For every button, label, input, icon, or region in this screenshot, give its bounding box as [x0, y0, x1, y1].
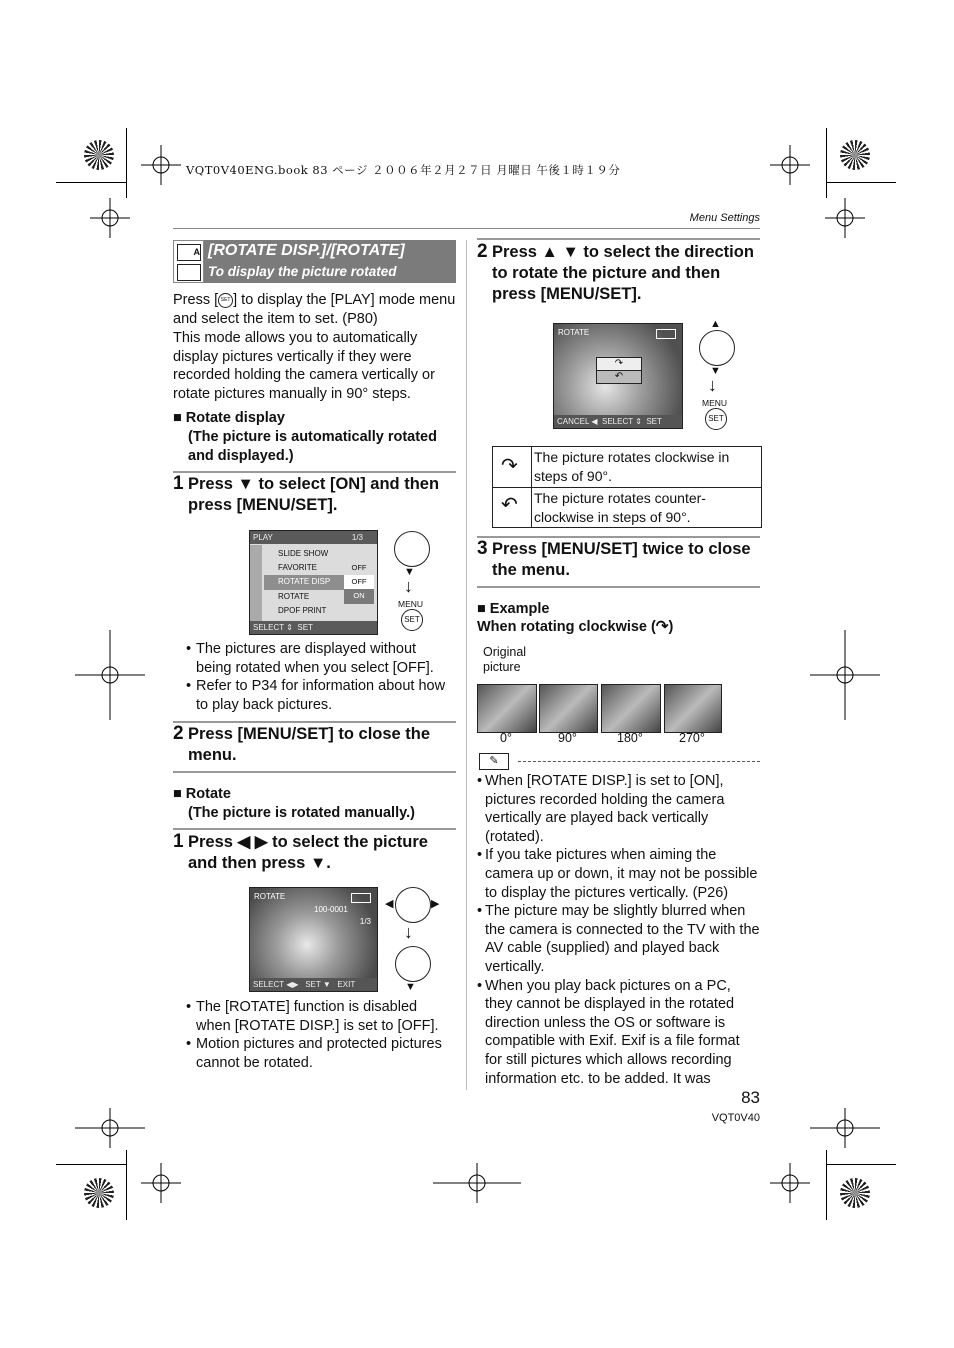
step-number: 3 — [477, 538, 488, 559]
menu-label: MENU — [398, 599, 424, 609]
arrow-left-icon: ◀ — [385, 898, 394, 910]
example-picture-270 — [664, 684, 722, 733]
arrow-right-icon: ▶ — [431, 898, 440, 910]
menu-item[interactable]: FAVORITE — [278, 563, 317, 573]
rotate-subheading: (The picture is rotated manually.) — [188, 805, 415, 821]
step-number: 1 — [173, 473, 184, 494]
arrow-down-icon: ▼ — [405, 981, 416, 993]
page-number: 83 — [741, 1088, 760, 1107]
battery-icon — [656, 329, 676, 339]
step-number: 2 — [477, 241, 488, 262]
bullet-item: The [ROTATE] function is disabled when [ROTATE DISP.] is set to [OFF]. — [196, 999, 439, 1034]
bullet-list: • The [ROTATE] function is disabled when [ROTATE DISP.] is set to [OFF]. • Motion pictures and protected pictures cannot be rotated. — [186, 998, 454, 1072]
example-sub-post: ) — [668, 619, 674, 635]
menu-item[interactable]: ROTATE — [278, 591, 310, 601]
example-picture-180 — [601, 684, 661, 733]
picture-count: 1/3 — [359, 917, 371, 926]
option-value-selected: ON — [344, 589, 374, 603]
intro-pre: Press [ — [173, 292, 219, 308]
notes-list: • When [ROTATE DISP.] is set to [ON], pictures recorded holding the camera vertically are played back vertically (rotated). • If you take pictures when aiming the camera up or down, it may not be possible to display the pictures vertically. (P26) • The picture may be slightly blurred when the camera is connected to the TV with the AV cable (supplied) and played back vertically. • When you play back pictures on a PC, they cannot be displayed in the rotated direction unless the OS or software is compatible with Exif. Exif is a file format for still pictures which allows recording information etc. to be added. It was — [477, 773, 760, 1087]
step-instruction: Press [MENU/SET] to close the menu. — [188, 725, 431, 764]
table-cell: The picture rotates clockwise in steps of 90°. — [534, 449, 730, 484]
rotate-display-heading: ■ Rotate display — [173, 410, 285, 426]
arrow-flow-icon: ↓ — [708, 375, 717, 395]
note-icon: ✎ — [479, 753, 509, 770]
page-subtitle: To display the picture rotated — [208, 264, 397, 279]
rotate-direction-screen: ROTATE ↷ ↶ CANCEL ◀ SELECT ⇕ SET — [553, 323, 683, 429]
dpad-icon — [394, 531, 430, 567]
angle-label: 0° — [500, 731, 512, 745]
menu-item-selected[interactable]: ROTATE DISP — [264, 575, 356, 589]
step-instruction: Press [MENU/SET] twice to close the menu. — [492, 540, 751, 579]
counter-clockwise-arrow-icon: ↶ — [501, 494, 518, 516]
rotate-display-subheading: (The picture is automatically rotated and displayed.) — [188, 429, 437, 464]
arrow-flow-icon: ↓ — [404, 922, 413, 942]
screen-title: ROTATE — [254, 892, 286, 901]
screen-page: 1/3 — [351, 533, 363, 542]
clockwise-arrow-icon: ↷ — [501, 455, 518, 477]
menu-set-button-icon: SET — [218, 293, 233, 308]
note-item: When [ROTATE DISP.] is set to [ON], pictures recorded holding the camera vertically are played back vertically (rotated). — [485, 773, 725, 845]
angle-label: 270° — [679, 731, 705, 745]
table-cell: The picture rotates counter-clockwise in steps of 90°. — [534, 490, 706, 525]
menu-label: MENU — [702, 398, 728, 408]
screen-title: PLAY — [253, 533, 273, 542]
example-sub-pre: When rotating clockwise ( — [477, 619, 656, 635]
footer-cancel: CANCEL — [557, 417, 590, 426]
footer-set: SET — [297, 623, 313, 632]
intro-description: This mode allows you to automatically display pictures vertically if they were recorded holding the camera vertically or rotate pictures manually in 90° steps. — [173, 330, 435, 402]
step-instruction: Press ▼ to select [ON] and then press [MENU/SET]. — [188, 475, 440, 514]
example-picture-90 — [539, 684, 598, 733]
rotate-clockwise-option[interactable]: ↷ — [596, 357, 642, 371]
clockwise-arrow-icon: ↷ — [655, 618, 669, 635]
footer-exit: EXIT — [337, 980, 356, 989]
title-box — [173, 240, 456, 283]
intro-post: ] to display the [PLAY] mode menu and select the item to set. (P80) — [173, 292, 456, 327]
example-heading: ■ Example — [477, 601, 550, 617]
bullet-item: Refer to P34 for information about how to play back pictures. — [196, 678, 446, 713]
step-number: 2 — [173, 723, 184, 744]
arrow-down-icon: ▼ — [404, 566, 415, 578]
section-title: Menu Settings — [689, 212, 760, 224]
file-number: 100-0001 — [314, 905, 348, 914]
bullet-list: • The pictures are displayed without being rotated when you select [OFF]. • Refer to P34 for information about how to play back pictures. — [186, 640, 454, 714]
model-code: VQT0V40 — [711, 1112, 760, 1124]
menu-item[interactable]: DPOF PRINT — [278, 605, 327, 615]
bullet-item: Motion pictures and protected pictures cannot be rotated. — [196, 1036, 442, 1071]
dpad-icon — [699, 330, 735, 366]
battery-icon — [351, 893, 371, 903]
step-instruction: Press ◀ ▶ to select the picture and then press ▼. — [188, 833, 428, 872]
example-picture-0 — [477, 684, 537, 733]
footer-select: SELECT — [253, 623, 284, 632]
rotate-direction-table — [492, 446, 762, 528]
play-menu-screen: PLAY 1/3 SLIDE SHOW FAVORITE ROTATE DISP ROTATE DPOF PRINT OFF OFF ON SELECT ⇕ SET — [249, 530, 378, 635]
rotate-counterclockwise-option[interactable]: ↶ — [596, 370, 642, 384]
rotate-heading: ■ Rotate — [173, 786, 231, 802]
angle-label: 180° — [617, 731, 643, 745]
note-item: If you take pictures when aiming the camera up or down, it may not be possible to display the pictures vertically. (P26) — [485, 847, 758, 901]
arrow-flow-icon: ↓ — [404, 576, 413, 596]
option-value: OFF — [344, 575, 374, 589]
print-job-line: VQT0V40ENG.book 83 ページ ２００６年２月２７日 月曜日 午後１時１９分 — [186, 163, 621, 177]
footer-set: SET — [646, 417, 662, 426]
menu-set-button[interactable]: SET — [401, 609, 423, 631]
step-number: 1 — [173, 831, 184, 852]
dpad-icon — [395, 946, 431, 982]
note-item: The picture may be slightly blurred when the camera is connected to the TV with the AV cable (supplied) and played back vertically. — [485, 903, 760, 975]
angle-label: 90° — [558, 731, 577, 745]
dpad-icon — [395, 887, 431, 923]
note-item: When you play back pictures on a PC, they cannot be displayed in the rotated direction unless the OS or software is compatible with Exif. Exif is a file format for still pictures which allows recording information etc. to be added. It was — [485, 977, 740, 1087]
arrow-up-icon: ▲ — [710, 318, 721, 330]
original-picture-label: Original picture — [483, 645, 527, 674]
rotate-disp-icon: A — [177, 244, 201, 261]
menu-set-button[interactable]: SET — [705, 408, 727, 430]
footer-select: SELECT — [601, 417, 633, 426]
menu-item[interactable]: SLIDE SHOW — [278, 549, 329, 558]
step-instruction: Press ▲ ▼ to select the direction to rotate the picture and then press [MENU/SET]. — [492, 243, 754, 303]
rotate-playback-screen: ROTATE 100-0001 1/3 SELECT ◀▶ SET ▼ EXIT — [249, 887, 378, 992]
bullet-item: The pictures are displayed without being rotated when you select [OFF]. — [196, 641, 434, 676]
arrow-down-icon: ▼ — [710, 365, 721, 377]
example-subheading — [477, 618, 673, 637]
rotate-icon — [177, 264, 201, 281]
screen-title: ROTATE — [558, 328, 590, 337]
option-value: OFF — [351, 563, 367, 572]
page-title: [ROTATE DISP.]/[ROTATE] — [208, 242, 405, 259]
footer-set: SET — [305, 980, 321, 989]
footer-select: SELECT — [253, 980, 284, 989]
intro-text — [173, 291, 456, 328]
